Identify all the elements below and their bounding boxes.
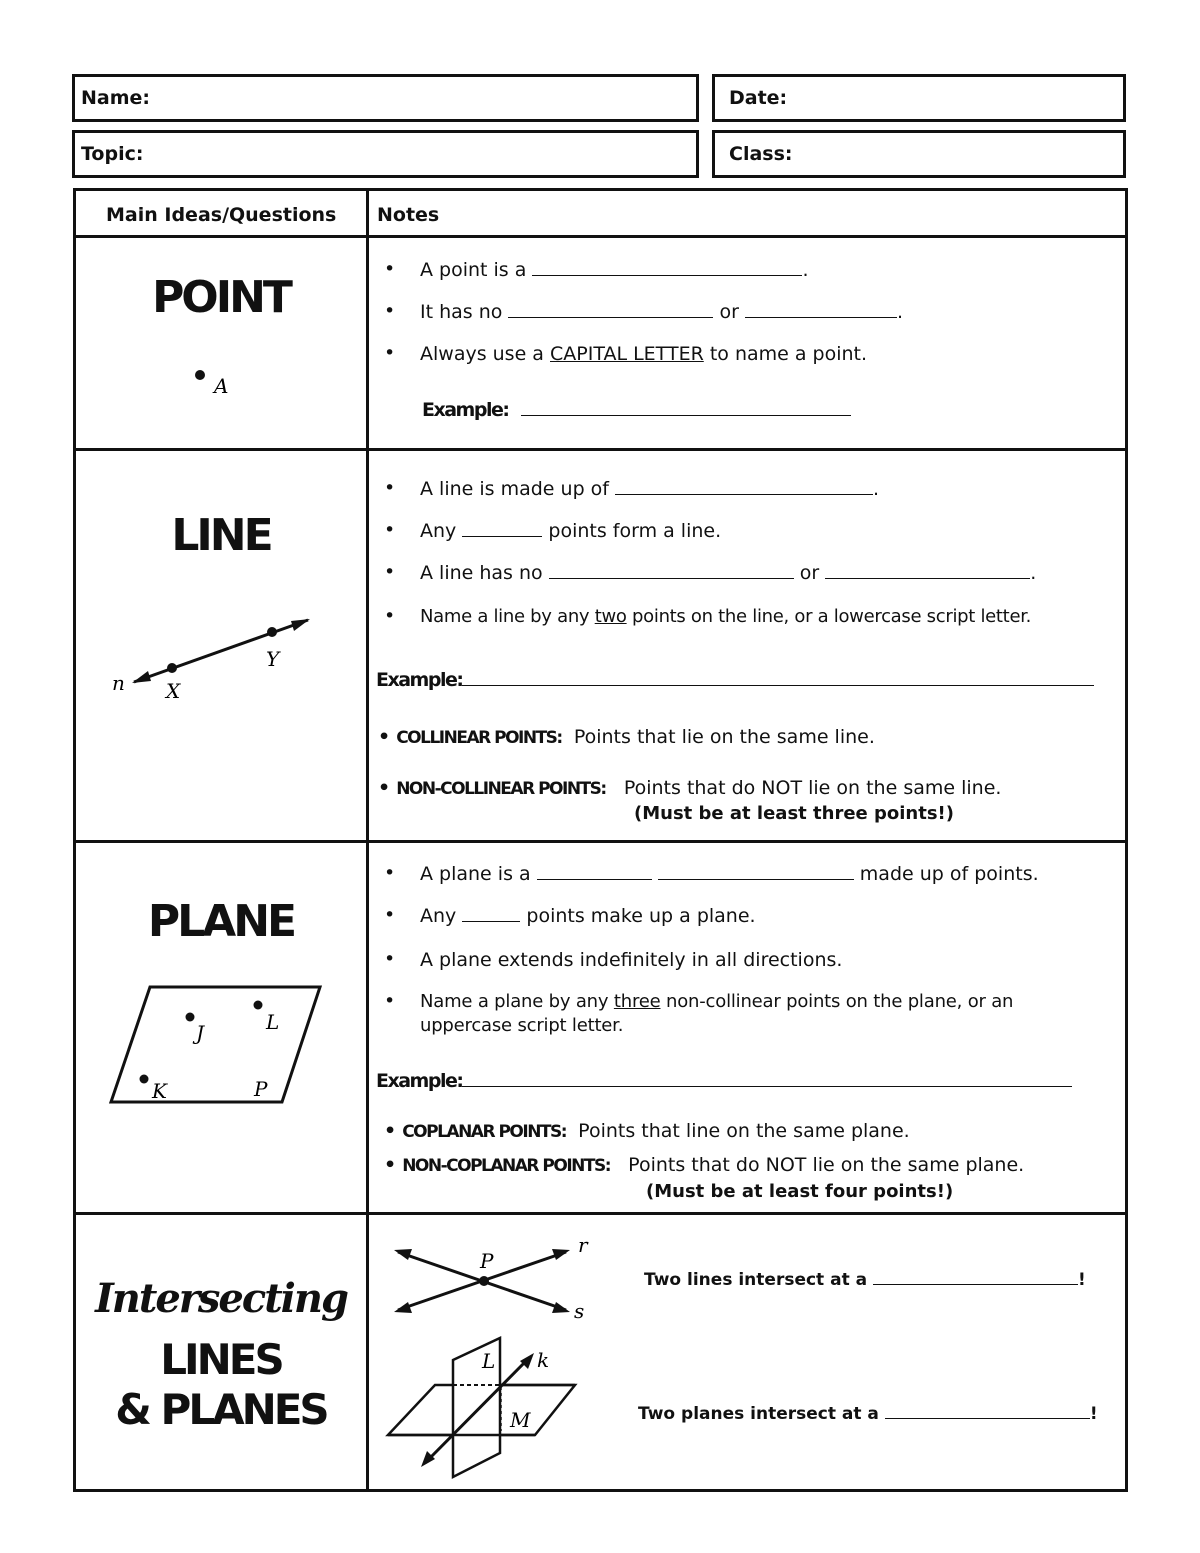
blank[interactable] <box>462 669 1094 686</box>
noncoplanar-definition: • NON-COPLANAR POINTS: Points that do NOT lie on the same plane. <box>384 1154 1025 1176</box>
intersecting-planes-figure <box>385 1335 585 1480</box>
label-p: P <box>480 1249 494 1273</box>
plane-parallelogram <box>111 987 320 1102</box>
bullet-icon: • <box>384 862 396 884</box>
line-title: LINE <box>171 510 271 561</box>
col1-header: Main Ideas/Questions <box>106 204 337 226</box>
intersect-title-planes: & PLANES <box>115 1385 327 1434</box>
blank[interactable] <box>462 905 520 922</box>
label-k: k <box>537 1348 550 1372</box>
table-header-divider <box>73 235 1128 238</box>
planes-intersect-statement: Two planes intersect at a ! <box>638 1404 1098 1424</box>
point-example: Example: <box>422 398 851 422</box>
bullet-icon: • <box>384 904 396 926</box>
arrow-head <box>394 1302 412 1313</box>
row-divider-point <box>73 448 1128 451</box>
label-s: s <box>574 1299 585 1323</box>
class-field[interactable] <box>712 130 1126 178</box>
blank[interactable] <box>873 1268 1078 1285</box>
bullet-icon: • <box>384 605 396 627</box>
line-example: Example: <box>376 668 1094 692</box>
blank[interactable] <box>615 478 873 495</box>
point-j-dot <box>186 1013 195 1022</box>
name-label: Name: <box>81 87 151 109</box>
point-bullet-3: Always use a CAPITAL LETTER to name a point. <box>420 343 868 365</box>
bullet-icon: • <box>384 948 396 970</box>
plane-p-label: P <box>254 1077 268 1101</box>
blank[interactable] <box>537 863 652 880</box>
date-label: Date: <box>729 87 788 109</box>
noncollinear-note: (Must be at least three points!) <box>634 803 954 824</box>
point-l-dot <box>254 1001 263 1010</box>
noncollinear-definition: • NON-COLLINEAR POINTS: Points that do NOT lie on the same line. <box>378 777 1002 799</box>
topic-label: Topic: <box>81 143 144 165</box>
arrow-head <box>394 1249 412 1260</box>
blank[interactable] <box>508 301 713 318</box>
point-k-dot <box>140 1075 149 1084</box>
name-field[interactable] <box>72 74 699 122</box>
plane-example: Example: <box>376 1069 1072 1093</box>
line-bullet-3: A line has no or . <box>420 562 1037 584</box>
date-field[interactable] <box>712 74 1126 122</box>
bullet-icon: • <box>384 477 396 499</box>
intersect-point-p <box>479 1276 489 1286</box>
col2-header: Notes <box>377 204 440 226</box>
blank[interactable] <box>658 863 854 880</box>
point-bullet-1: A point is a . <box>420 259 809 281</box>
row-divider-plane <box>73 1212 1128 1215</box>
collinear-definition: • COLLINEAR POINTS: Points that lie on the same line. <box>378 726 875 748</box>
line-n-label: n <box>112 671 125 695</box>
arrow-head <box>552 1249 570 1260</box>
line-y-label: Y <box>266 647 280 671</box>
bullet-icon: • <box>384 519 396 541</box>
line-figure <box>110 610 330 710</box>
intersect-title-lines: LINES <box>160 1335 282 1384</box>
coplanar-definition: • COPLANAR POINTS: Points that line on the same plane. <box>384 1120 910 1142</box>
line-bullet-2: Any points form a line. <box>420 520 722 542</box>
blank[interactable] <box>521 399 851 416</box>
label-r: r <box>578 1233 588 1257</box>
point-figure <box>190 365 250 405</box>
plane-title: PLANE <box>147 896 295 947</box>
plane-l-label: L <box>266 1010 280 1034</box>
arrow-head-right <box>291 619 310 631</box>
plane-j-label: J <box>196 1021 205 1045</box>
lines-intersect-statement: Two lines intersect at a ! <box>644 1270 1086 1290</box>
line-bullet-1: A line is made up of . <box>420 478 880 500</box>
intersecting-lines-figure <box>390 1232 600 1327</box>
plane-bullet-4: Name a plane by any three non-collinear points on the plane, or an uppercase script letter. <box>420 991 1014 1036</box>
blank[interactable] <box>825 562 1030 579</box>
label-plane-m: M <box>510 1408 531 1432</box>
topic-field[interactable] <box>72 130 699 178</box>
plane-bullet-2: Any points make up a plane. <box>420 905 756 927</box>
bullet-icon: • <box>384 342 396 364</box>
line-bullet-4: Name a line by any two points on the line, or a lowercase script letter. <box>420 606 1032 627</box>
blank[interactable] <box>549 562 794 579</box>
plane-bullet-1: A plane is a made up of points. <box>420 863 1039 885</box>
point-bullet-2: It has no or . <box>420 301 904 323</box>
point-y-dot <box>267 627 277 637</box>
point-title: POINT <box>152 272 290 323</box>
point-a-dot <box>195 370 205 380</box>
intersect-title-script: Intersecting <box>95 1275 347 1322</box>
label-plane-l: L <box>482 1349 496 1373</box>
blank[interactable] <box>885 1402 1090 1419</box>
bullet-icon: • <box>384 561 396 583</box>
plane-k-label: K <box>152 1079 167 1103</box>
bullet-icon: • <box>384 300 396 322</box>
bullet-icon: • <box>384 990 396 1012</box>
point-a-label: A <box>214 374 229 398</box>
blank[interactable] <box>462 520 542 537</box>
blank[interactable] <box>462 1070 1072 1087</box>
arrow-head-left <box>132 671 151 683</box>
noncoplanar-note: (Must be at least four points!) <box>646 1181 954 1202</box>
plane-figure <box>108 984 328 1109</box>
blank[interactable] <box>745 301 897 318</box>
line-x-label: X <box>166 679 181 703</box>
row-divider-line <box>73 840 1128 843</box>
bullet-icon: • <box>384 258 396 280</box>
point-x-dot <box>167 663 177 673</box>
class-label: Class: <box>729 143 793 165</box>
arrow-head <box>552 1302 570 1313</box>
plane-bullet-3: A plane extends indefinitely in all directions. <box>420 949 843 971</box>
blank[interactable] <box>532 259 802 276</box>
